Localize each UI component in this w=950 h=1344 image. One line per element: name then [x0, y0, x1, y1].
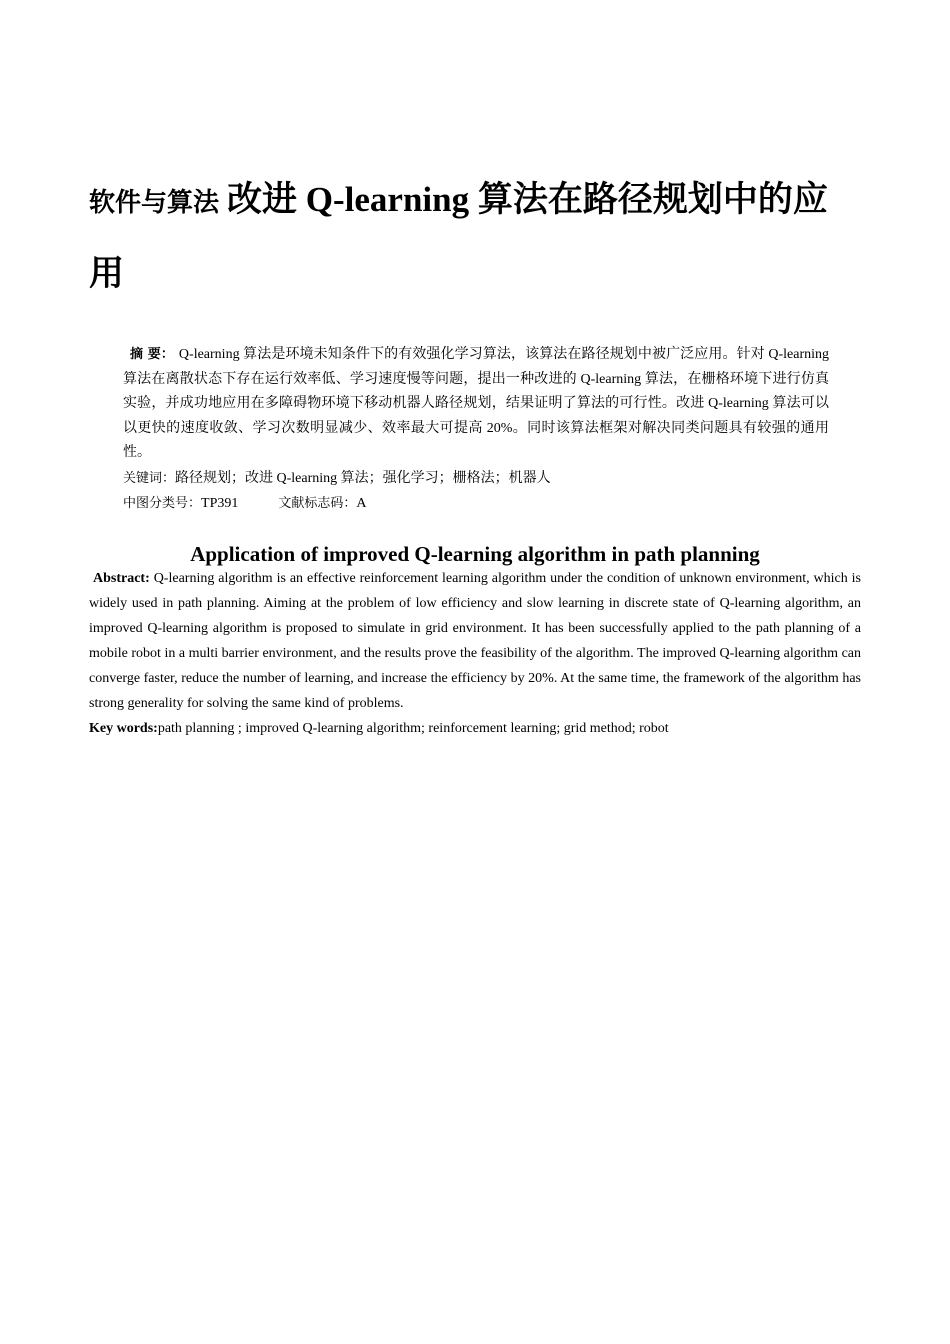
english-abstract-text: Q-learning algorithm is an effective reinforcement learning algorithm under the condition of unknown environment, which is widely used in path planning. Aiming at the problem of low efficiency and slow learning in discrete state of Q-learning algorithm, an improved Q-learning algorithm is proposed to simulate in grid environment. It has been successfully applied to the path planning of a mobile robot in a multi barrier environment, and the results prove the feasibility of the algorithm. The improved Q-learning algorithm can converge faster, reduce the number of learning, and increase the efficiency by 20%. At the same time, the framework of the algorithm has strong generality for solving the same kind of problems. [89, 571, 862, 711]
clc-value: TP391 [201, 496, 239, 511]
english-keywords [89, 716, 669, 741]
english-keywords-label: Key words: [89, 721, 158, 736]
doc-code-label: 文献标志码： [278, 496, 357, 511]
chinese-keywords [123, 467, 551, 491]
title-line-2: 用 [89, 254, 125, 293]
chinese-abstract [123, 343, 829, 466]
chinese-keywords-text: 路径规划；改进 Q-learning 算法；强化学习；栅格法；机器人 [175, 471, 551, 486]
english-abstract [89, 566, 861, 716]
clc-label: 中图分类号： [123, 496, 202, 511]
english-keywords-text: path planning ; improved Q-learning algorithm; reinforcement learning; grid method; robot [157, 721, 669, 736]
chinese-abstract-label: 摘 要： [130, 347, 174, 362]
paper-title [89, 170, 869, 304]
english-abstract-label: Abstract: [93, 571, 150, 586]
classification-line [123, 492, 367, 516]
english-title: Application of improved Q-learning algorithm in path planning [190, 542, 760, 566]
column-tag: 软件与算法 [89, 188, 220, 218]
title-line-1 [89, 170, 869, 230]
chinese-keywords-label: 关键词： [123, 471, 176, 486]
chinese-abstract-text: Q-learning 算法是环境未知条件下的有效强化学习算法，该算法在路径规划中被广泛应用。针对 Q-learning 算法在离散状态下存在运行效率低、学习速度慢等问题，提出一种改进的 Q-learning 算法，在栅格环境下进行仿真实验，并成功地应用在多障碍物环境下移动机器人路径规划，结果证明了算法的可行性。改进 Q-learning 算法可以以更快的速度收敛、学习次数明显减少、效率最大可提高 20%。同时该算法框架对解决同类问题具有较强的通用性。 [123, 347, 830, 460]
title-text: 改进 Q-learning 算法在路径规划中的应 [227, 180, 828, 219]
doc-code-value: A [356, 496, 367, 511]
